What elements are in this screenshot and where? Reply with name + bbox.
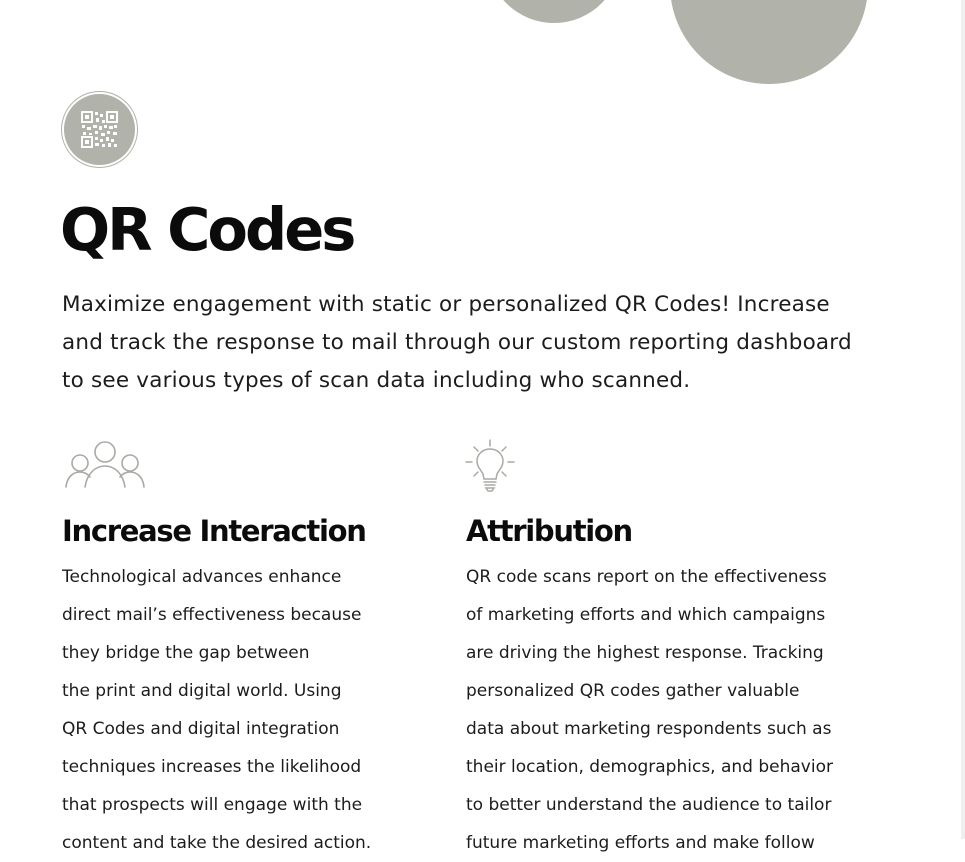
feature-text-line: content and take the desired action. (62, 833, 372, 853)
feature-text-line: techniques increases the likelihood (62, 757, 362, 777)
feature-text-line: of marketing efforts and which campaigns (466, 605, 826, 625)
feature-increase-interaction (62, 437, 412, 853)
people-group-icon (64, 439, 146, 491)
feature-text-line: are driving the highest response. Tracking (466, 643, 824, 663)
feature-title: Increase Interaction (62, 514, 366, 548)
intro-paragraph: Maximize engagement with static or personalized QR Codes! Increase and track the response to mail through our custom reporting dashboard to see various types of scan data including who scanned. (62, 292, 852, 393)
feature-text-line: personalized QR codes gather valuable (466, 681, 800, 701)
feature-title: Attribution (466, 514, 632, 548)
feature-text-line: the print and digital world. Using (62, 681, 342, 701)
qr-code-badge (62, 92, 137, 167)
feature-text-line: they bridge the gap between (62, 643, 310, 663)
feature-text-line: QR Codes and digital integration (62, 719, 340, 739)
feature-attribution (466, 437, 866, 853)
feature-text-line: direct mail’s effectiveness because (62, 605, 362, 625)
lightbulb-icon (465, 439, 515, 495)
feature-text-line: future marketing efforts and make follow (466, 833, 815, 853)
feature-text-line: QR code scans report on the effectiveness (466, 567, 827, 587)
decorative-circle-large (670, 0, 868, 84)
feature-text-line: Technological advances enhance (62, 567, 342, 587)
feature-text-line: data about marketing respondents such as (466, 719, 832, 739)
feature-text-line: their location, demographics, and behavior (466, 757, 833, 777)
decorative-circle-small (487, 0, 621, 23)
feature-text-line: to better understand the audience to tailor (466, 795, 832, 815)
feature-description (466, 558, 833, 862)
page-scrollbar[interactable] (961, 0, 965, 839)
qr-code-icon (80, 110, 119, 149)
feature-text-line: that prospects will engage with the (62, 795, 363, 815)
page-title: QR Codes (60, 195, 354, 264)
feature-description (62, 558, 371, 862)
